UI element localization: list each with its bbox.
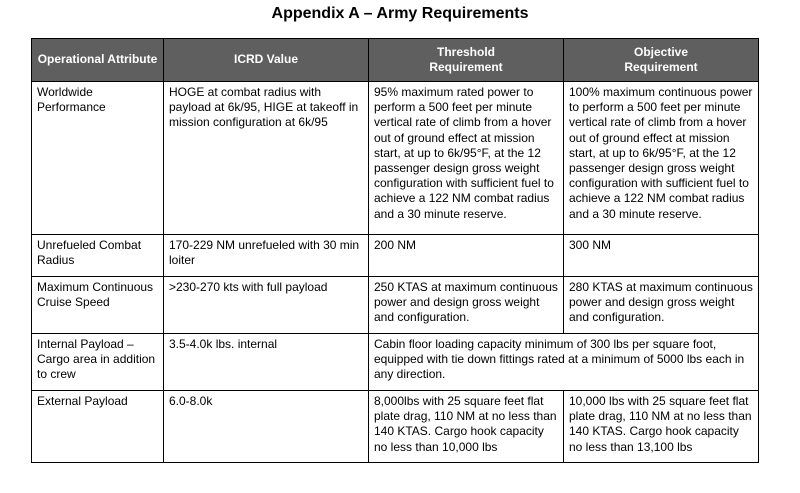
table-row — [32, 277, 759, 334]
cell-threshold: 8,000lbs with 25 square feet flat plate drag, 110 NM at no less than 140 KTAS. Cargo hook capacity no less than 10,000 lbs — [369, 391, 564, 463]
cell-objective: 100% maximum continuous power to perform a 500 feet per minute vertical rate of climb from a hover out of ground effect at mission start, at up to 6k/95°F, at the 12 passenger design gross weight configuration with sufficient fuel to achieve a 122 NM combat radius and a 30 minute reserve. — [564, 82, 759, 235]
header-objective-line1: Objective — [633, 44, 689, 59]
header-operational-attribute: Operational Attribute — [32, 39, 164, 82]
table-row — [32, 334, 759, 391]
requirements-table — [31, 38, 759, 463]
header-threshold-line2: Requirement — [429, 60, 503, 74]
cell-icrd: >230-270 kts with full payload — [164, 277, 369, 334]
page-title: Appendix A – Army Requirements — [271, 5, 529, 22]
cell-icrd: 6.0-8.0k — [164, 391, 369, 463]
cell-objective: 10,000 lbs with 25 square feet flat plate drag, 110 NM at no less than 140 KTAS. Cargo hook capacity no less than 13,100 lbs — [564, 391, 759, 463]
cell-attribute: Internal Payload – Cargo area in addition to crew — [32, 334, 164, 391]
header-objective-requirement — [564, 39, 759, 82]
cell-merged-requirement: Cabin floor loading capacity minimum of 300 lbs per square foot, equipped with tie down fittings rated at a minimum of 5000 lbs each in any direction. — [369, 334, 759, 391]
cell-icrd: 170-229 NM unrefueled with 30 min loiter — [164, 235, 369, 277]
cell-icrd: HOGE at combat radius with payload at 6k/95, HIGE at takeoff in mission configuration at 6k/95 — [164, 82, 369, 235]
cell-objective: 300 NM — [564, 235, 759, 277]
header-objective-line2: Requirement — [624, 60, 698, 74]
cell-attribute: Worldwide Performance — [32, 82, 164, 235]
table-row — [32, 391, 759, 463]
cell-threshold: 95% maximum rated power to perform a 500 feet per minute vertical rate of climb from a hover out of ground effect at mission start, at up to 6k/95°F, at the 12 passenger design gross weight configuration with sufficient fuel to achieve a 122 NM combat radius and a 30 minute reserve. — [369, 82, 564, 235]
header-row — [32, 39, 759, 82]
cell-icrd: 3.5-4.0k lbs. internal — [164, 334, 369, 391]
cell-objective: 280 KTAS at maximum continuous power and design gross weight and configuration. — [564, 277, 759, 334]
table-row — [32, 82, 759, 235]
table-row — [32, 235, 759, 277]
cell-threshold: 250 KTAS at maximum continuous power and design gross weight and configuration. — [369, 277, 564, 334]
header-threshold-line1: Threshold — [436, 44, 495, 59]
cell-attribute: External Payload — [32, 391, 164, 463]
cell-attribute: Maximum Continuous Cruise Speed — [32, 277, 164, 334]
cell-threshold: 200 NM — [369, 235, 564, 277]
header-icrd-value: ICRD Value — [164, 39, 369, 82]
header-threshold-requirement — [369, 39, 564, 82]
cell-attribute: Unrefueled Combat Radius — [32, 235, 164, 277]
